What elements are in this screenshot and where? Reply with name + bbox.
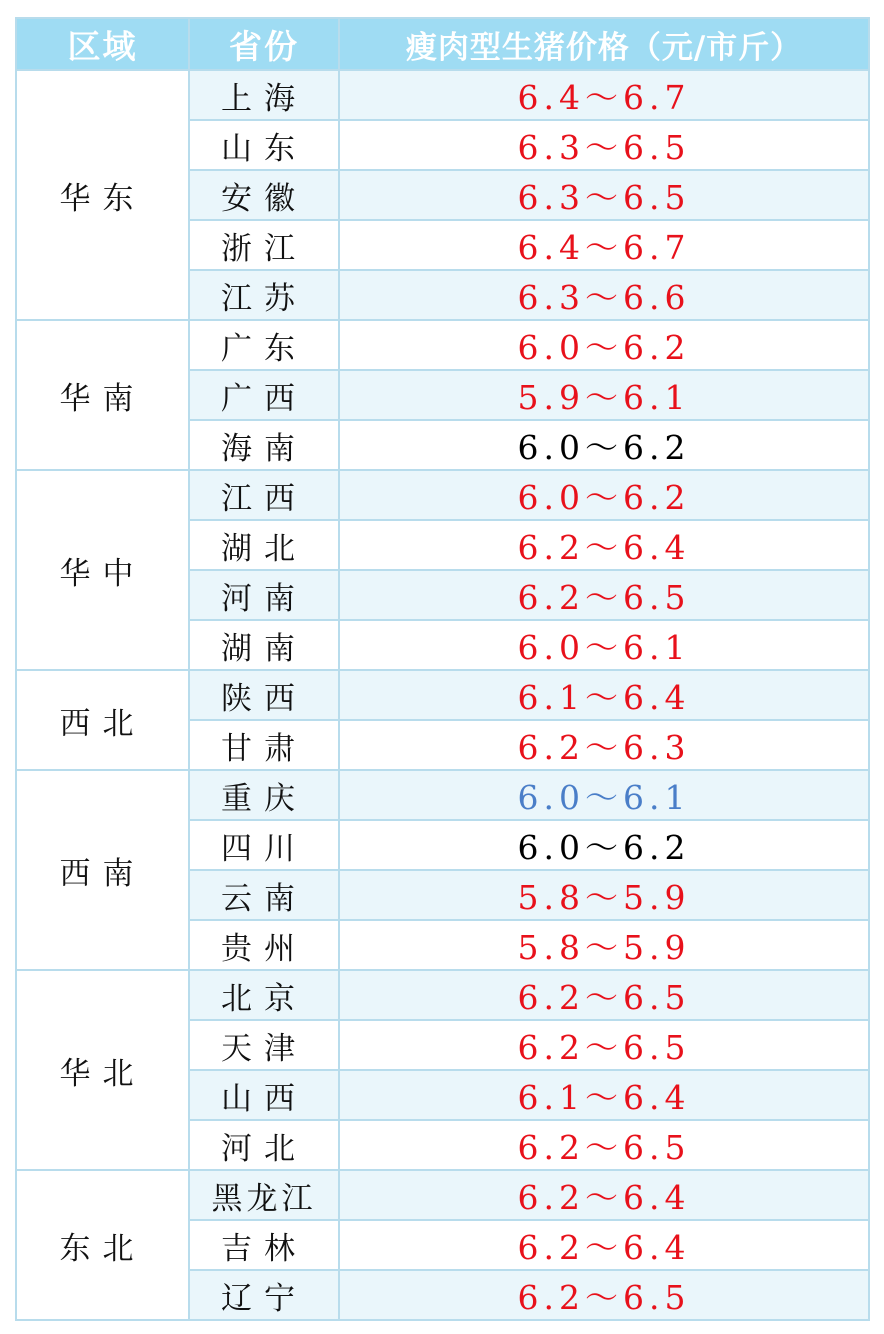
province-cell: 湖南 [189, 620, 339, 670]
price-range-cell: 6.0～6.2 [339, 470, 869, 520]
province-cell: 贵州 [189, 920, 339, 970]
price-range-cell: 6.3～6.6 [339, 270, 869, 320]
price-range-cell: 5.9～6.1 [339, 370, 869, 420]
table-row [16, 470, 869, 520]
table-row [16, 670, 869, 720]
table-row [16, 770, 869, 820]
price-range-cell: 6.2～6.5 [339, 1020, 869, 1070]
price-range-cell: 6.1～6.4 [339, 670, 869, 720]
price-range-cell: 6.2～6.5 [339, 1120, 869, 1170]
province-cell: 广东 [189, 320, 339, 370]
header-row [16, 18, 869, 70]
province-cell: 云南 [189, 870, 339, 920]
price-range-cell: 6.2～6.4 [339, 1170, 869, 1220]
province-cell: 上海 [189, 70, 339, 120]
table-row [16, 70, 869, 120]
header-province: 省份 [189, 18, 339, 70]
province-cell: 安徽 [189, 170, 339, 220]
price-range-cell: 6.3～6.5 [339, 120, 869, 170]
province-cell: 四川 [189, 820, 339, 870]
price-range-cell: 6.4～6.7 [339, 70, 869, 120]
province-cell: 黑龙江 [189, 1170, 339, 1220]
price-range-cell: 6.1～6.4 [339, 1070, 869, 1120]
region-cell: 华东 [16, 70, 189, 320]
province-cell: 辽宁 [189, 1270, 339, 1320]
province-cell: 重庆 [189, 770, 339, 820]
region-cell: 东北 [16, 1170, 189, 1320]
table-row [16, 970, 869, 1020]
region-cell: 华北 [16, 970, 189, 1170]
table-row [16, 320, 869, 370]
price-range-cell: 6.2～6.4 [339, 520, 869, 570]
price-range-cell: 6.2～6.5 [339, 570, 869, 620]
province-cell: 江西 [189, 470, 339, 520]
province-cell: 吉林 [189, 1220, 339, 1270]
province-cell: 江苏 [189, 270, 339, 320]
header-price: 瘦肉型生猪价格（元/市斤） [339, 18, 869, 70]
region-cell: 西北 [16, 670, 189, 770]
province-cell: 陕西 [189, 670, 339, 720]
province-cell: 广西 [189, 370, 339, 420]
price-range-cell: 6.3～6.5 [339, 170, 869, 220]
price-range-cell: 6.2～6.3 [339, 720, 869, 770]
price-range-cell: 6.4～6.7 [339, 220, 869, 270]
price-range-cell: 6.0～6.1 [339, 620, 869, 670]
header-region: 区域 [16, 18, 189, 70]
province-cell: 湖北 [189, 520, 339, 570]
price-range-cell: 6.2～6.4 [339, 1220, 869, 1270]
province-cell: 山西 [189, 1070, 339, 1120]
price-range-cell: 6.2～6.5 [339, 970, 869, 1020]
price-range-cell: 6.0～6.2 [339, 320, 869, 370]
province-cell: 浙江 [189, 220, 339, 270]
pig-price-table [15, 17, 870, 1321]
region-cell: 华南 [16, 320, 189, 470]
price-range-cell: 6.0～6.1 [339, 770, 869, 820]
province-cell: 北京 [189, 970, 339, 1020]
price-range-cell: 6.2～6.5 [339, 1270, 869, 1320]
price-range-cell: 6.0～6.2 [339, 820, 869, 870]
price-range-cell: 6.0～6.2 [339, 420, 869, 470]
province-cell: 山东 [189, 120, 339, 170]
price-range-cell: 5.8～5.9 [339, 870, 869, 920]
region-cell: 西南 [16, 770, 189, 970]
price-range-cell: 5.8～5.9 [339, 920, 869, 970]
province-cell: 河北 [189, 1120, 339, 1170]
province-cell: 天津 [189, 1020, 339, 1070]
province-cell: 海南 [189, 420, 339, 470]
table-body [16, 70, 869, 1320]
province-cell: 甘肃 [189, 720, 339, 770]
province-cell: 河南 [189, 570, 339, 620]
region-cell: 华中 [16, 470, 189, 670]
table-row [16, 1170, 869, 1220]
